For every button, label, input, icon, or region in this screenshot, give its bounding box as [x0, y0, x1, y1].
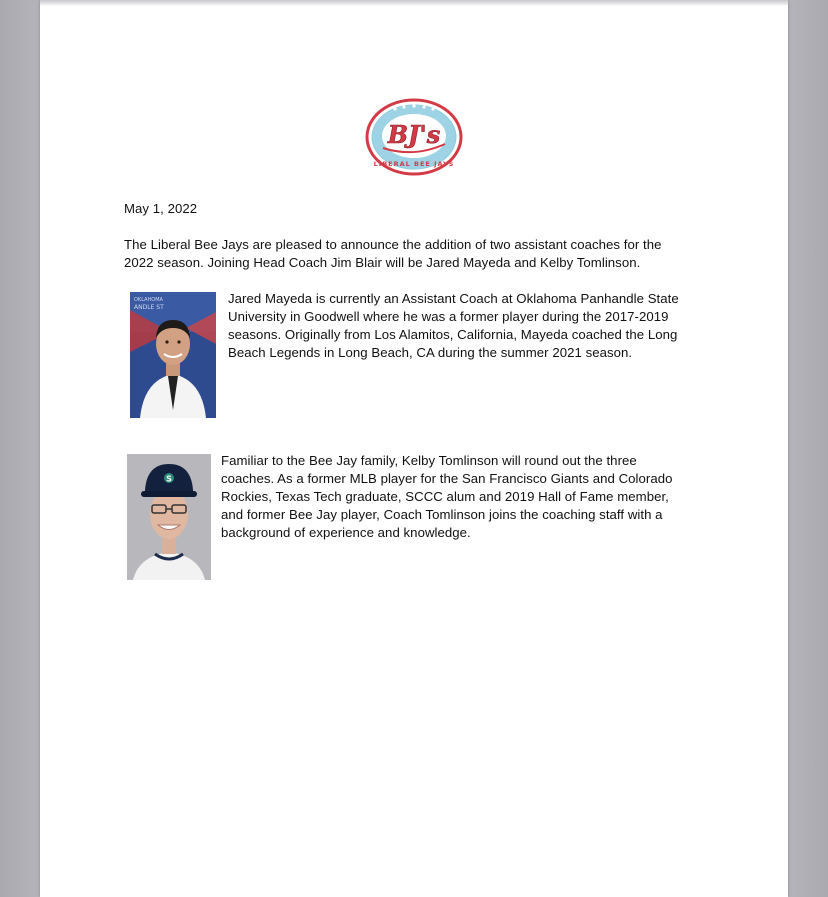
bio-line: Familiar to the Bee Jay family, Kelby Tomlinson will round out the three	[221, 453, 637, 468]
kelby-tomlinson-photo	[127, 454, 211, 580]
letter-date: May 1, 2022	[124, 201, 198, 216]
logo-ring-text: LIBERAL BEE JAYS	[373, 160, 455, 168]
jared-mayeda-bio	[228, 290, 708, 362]
bio-line: University in Goodwell where he was a former player during the 2017-2019	[228, 309, 669, 324]
intro-line: 2022 season. Joining Head Coach Jim Blair will be Jared Mayeda and Kelby Tomlinson.	[124, 255, 641, 270]
bee-jays-logo	[365, 98, 463, 176]
svg-text:ANDLE ST: ANDLE ST	[134, 304, 164, 311]
bio-line: coaches. As a former MLB player for the San Francisco Giants and Colorado	[221, 471, 673, 486]
svg-text:BJ's: BJ's	[387, 120, 441, 149]
kelby-tomlinson-bio	[221, 452, 711, 542]
bio-line: and former Bee Jay player, Coach Tomlinson joins the coaching staff with a	[221, 507, 663, 522]
intro-paragraph	[124, 236, 694, 272]
bio-line: Rockies, Texas Tech graduate, SCCC alum and 2019 Hall of Fame member,	[221, 489, 669, 504]
page-top-edge	[40, 0, 788, 6]
bio-line: Jared Mayeda is currently an Assistant Coach at Oklahoma Panhandle State	[228, 291, 679, 306]
bio-line: background of experience and knowledge.	[221, 525, 471, 540]
svg-text:OKLAHOMA: OKLAHOMA	[134, 297, 163, 303]
bio-line: seasons. Originally from Los Alamitos, California, Mayeda coached the Long	[228, 327, 678, 342]
jared-mayeda-photo	[130, 292, 216, 418]
intro-line: The Liberal Bee Jays are pleased to announce the addition of two assistant coaches for the	[124, 237, 662, 252]
document-page	[40, 0, 788, 897]
svg-text:S: S	[166, 474, 172, 484]
bio-line: Beach Legends in Long Beach, CA during the summer 2021 season.	[228, 345, 633, 360]
